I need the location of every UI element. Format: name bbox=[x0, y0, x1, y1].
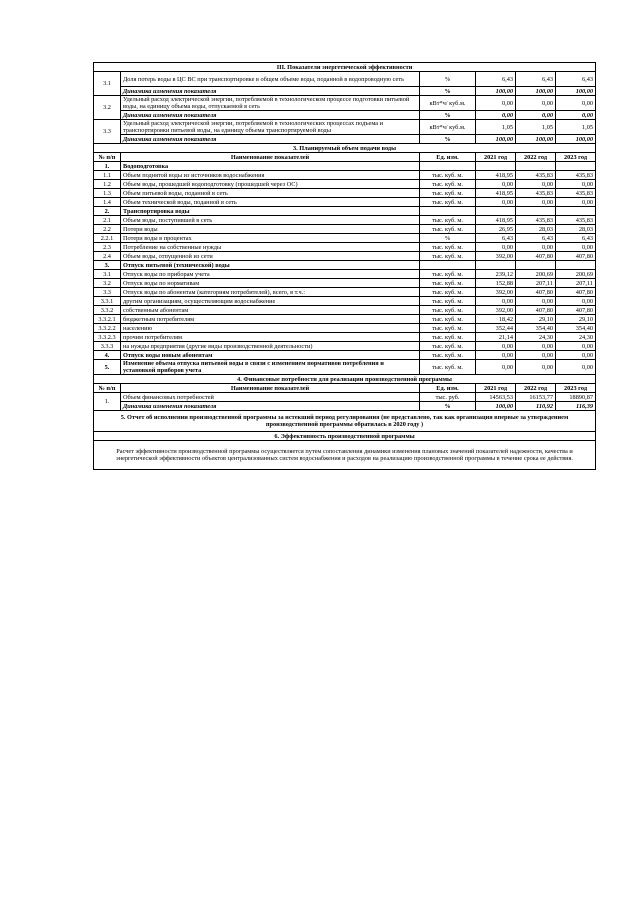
value-2023: 0,00 bbox=[556, 180, 596, 189]
report-title: 5. Отчет об исполнении производственной программы за истекший период регулирования (не представлено, так как организация впервые за утверждением производственной программы обратилась в 2020 году ) bbox=[94, 411, 596, 432]
row-name: собственным абонентам bbox=[121, 306, 420, 315]
value-2021 bbox=[476, 261, 516, 270]
unit-cell: тыс. куб. м. bbox=[420, 279, 476, 288]
value-2022: 0,00 bbox=[516, 198, 556, 207]
value-2023: 24,30 bbox=[556, 333, 596, 342]
row-name: Объем питьевой воды, поданной в сеть bbox=[121, 189, 420, 198]
header-name: Наименование показателей bbox=[121, 153, 420, 162]
row-number: 1. bbox=[94, 162, 121, 171]
unit-cell: % bbox=[420, 234, 476, 243]
dynamics-row bbox=[94, 87, 596, 96]
row-number: 3.3 bbox=[94, 288, 121, 297]
table-row bbox=[94, 288, 596, 297]
row-name: Динамика изменения показателя bbox=[121, 87, 420, 96]
value-2021: 152,88 bbox=[476, 279, 516, 288]
value-2023 bbox=[556, 261, 596, 270]
row-number: 4. bbox=[94, 351, 121, 360]
value-2021 bbox=[476, 207, 516, 216]
value-2022 bbox=[516, 207, 556, 216]
supply-section-title-cell: 3. Планируемый объем подачи воды bbox=[94, 144, 596, 153]
table-row bbox=[94, 270, 596, 279]
row-name: Динамика изменения показателя bbox=[121, 135, 420, 144]
unit-cell: % bbox=[420, 87, 476, 96]
value-2022: 1,05 bbox=[516, 120, 556, 135]
unit-cell: тыс. куб. м. bbox=[420, 342, 476, 351]
value-2022: 28,03 bbox=[516, 225, 556, 234]
value-2023: 407,80 bbox=[556, 252, 596, 261]
value-2021: 239,12 bbox=[476, 270, 516, 279]
unit-cell: тыс. куб. м. bbox=[420, 360, 476, 375]
value-2021: 0,00 bbox=[476, 342, 516, 351]
value-2021: 0,00 bbox=[476, 297, 516, 306]
value-2022: 435,83 bbox=[516, 189, 556, 198]
table-row bbox=[94, 96, 596, 111]
value-2023: 0,00 bbox=[556, 351, 596, 360]
value-2022: 0,00 bbox=[516, 342, 556, 351]
value-2022: 16153,77 bbox=[516, 393, 556, 402]
value-2021: 0,00 bbox=[476, 111, 516, 120]
value-2023: 407,80 bbox=[556, 288, 596, 297]
header-y1: 2021 год bbox=[476, 384, 516, 393]
value-2022: 0,00 bbox=[516, 351, 556, 360]
row-number: 3.2 bbox=[94, 96, 121, 120]
unit-cell: тыс. куб. м. bbox=[420, 252, 476, 261]
row-number: 2.2.1 bbox=[94, 234, 121, 243]
row-number: 3.3.3 bbox=[94, 342, 121, 351]
table-row bbox=[94, 120, 596, 135]
row-name: Транспортировка воды bbox=[121, 207, 420, 216]
table-row bbox=[94, 216, 596, 225]
finance-section-title bbox=[94, 375, 596, 384]
row-name: Отпуск воды по абонентам (категориям потребителей), всего, в т.ч.: bbox=[121, 288, 420, 297]
table-row bbox=[94, 72, 596, 87]
row-name: Динамика изменения показателя bbox=[121, 111, 420, 120]
unit-cell bbox=[420, 207, 476, 216]
value-2023: 18890,87 bbox=[556, 393, 596, 402]
row-name: Отпуск воды по нормативам bbox=[121, 279, 420, 288]
row-name: бюджетным потребителям bbox=[121, 315, 420, 324]
header-y1: 2021 год bbox=[476, 153, 516, 162]
row-name: Потери воды в процентах bbox=[121, 234, 420, 243]
unit-cell bbox=[420, 261, 476, 270]
value-2022: 354,40 bbox=[516, 324, 556, 333]
row-number: 1.2 bbox=[94, 180, 121, 189]
value-2023: 6,43 bbox=[556, 72, 596, 87]
row-number: 3.2 bbox=[94, 279, 121, 288]
row-name: Потребление на собственные нужды bbox=[121, 243, 420, 252]
row-name: Удельный расход электрической энергии, потребляемой в технологических процессах подъема и транспортировки питьевой воды, на единицу объема транспортируемой воды bbox=[121, 120, 420, 135]
table-row bbox=[94, 261, 596, 270]
value-2022: 435,83 bbox=[516, 171, 556, 180]
value-2022: 24,30 bbox=[516, 333, 556, 342]
table-row bbox=[94, 171, 596, 180]
row-name: Объем воды, прошедшей водоподготовку (прошедшей через ОС) bbox=[121, 180, 420, 189]
row-number: 2.2 bbox=[94, 225, 121, 234]
unit-cell: тыс. куб. м. bbox=[420, 324, 476, 333]
value-2023: 435,83 bbox=[556, 189, 596, 198]
table-row bbox=[94, 189, 596, 198]
value-2021: 418,95 bbox=[476, 216, 516, 225]
value-2023: 0,00 bbox=[556, 342, 596, 351]
value-2021: 418,95 bbox=[476, 189, 516, 198]
header-num: № п/п bbox=[94, 384, 121, 393]
table-row bbox=[94, 333, 596, 342]
unit-cell: кВт*ч/ куб.м. bbox=[420, 96, 476, 111]
unit-cell: % bbox=[420, 111, 476, 120]
table-row bbox=[94, 225, 596, 234]
table-row bbox=[94, 315, 596, 324]
value-2022: 0,00 bbox=[516, 96, 556, 111]
value-2022: 100,00 bbox=[516, 135, 556, 144]
value-2023: 435,83 bbox=[556, 216, 596, 225]
row-number: 2.4 bbox=[94, 252, 121, 261]
header-y3: 2023 год bbox=[556, 153, 596, 162]
table-row bbox=[94, 279, 596, 288]
table-row bbox=[94, 243, 596, 252]
value-2022: 0,00 bbox=[516, 360, 556, 375]
energy-section-title-cell: III. Показатели энергетической эффективности bbox=[94, 63, 596, 72]
row-name: на нужды предприятия (другие виды производственной деятельности) bbox=[121, 342, 420, 351]
value-2023: 1,05 bbox=[556, 120, 596, 135]
header-y2: 2022 год bbox=[516, 384, 556, 393]
value-2022: 200,69 bbox=[516, 270, 556, 279]
table-row bbox=[94, 324, 596, 333]
value-2023: 0,00 bbox=[556, 96, 596, 111]
efficiency-text: Расчет эффективности производственной программы осуществляется путем сопоставления динамики изменения плановых значений показателей надежности, качества и энергетической эффективности объектов централизованных систем водоснабжения и расходов на реализацию производственной программы в течение срока ее действия. bbox=[94, 441, 596, 470]
header-y2: 2022 год bbox=[516, 153, 556, 162]
supply-section-title bbox=[94, 144, 596, 153]
unit-cell: % bbox=[420, 402, 476, 411]
table-row bbox=[94, 342, 596, 351]
value-2022: 29,10 bbox=[516, 315, 556, 324]
value-2022: 0,00 bbox=[516, 243, 556, 252]
row-number: 3.3.2.3 bbox=[94, 333, 121, 342]
row-name: населению bbox=[121, 324, 420, 333]
unit-cell: тыс. куб. м. bbox=[420, 243, 476, 252]
value-2022: 0,00 bbox=[516, 297, 556, 306]
row-number: 1.4 bbox=[94, 198, 121, 207]
row-name: Отпуск воды новым абонентам bbox=[121, 351, 420, 360]
header-unit: Ед. изм. bbox=[420, 384, 476, 393]
table-row bbox=[94, 234, 596, 243]
unit-cell: % bbox=[420, 72, 476, 87]
header-y3: 2023 год bbox=[556, 384, 596, 393]
value-2023: 0,00 bbox=[556, 360, 596, 375]
value-2021: 0,00 bbox=[476, 360, 516, 375]
value-2023: 407,80 bbox=[556, 306, 596, 315]
value-2021: 1,05 bbox=[476, 120, 516, 135]
efficiency-section-title bbox=[94, 432, 596, 441]
row-name: Водоподготовка bbox=[121, 162, 420, 171]
row-number: 3.1 bbox=[94, 270, 121, 279]
value-2021: 392,00 bbox=[476, 306, 516, 315]
header-num: № п/п bbox=[94, 153, 121, 162]
value-2023: 207,11 bbox=[556, 279, 596, 288]
value-2022: 435,83 bbox=[516, 216, 556, 225]
value-2021: 26,95 bbox=[476, 225, 516, 234]
value-2021: 0,00 bbox=[476, 243, 516, 252]
unit-cell: тыс. куб. м. bbox=[420, 216, 476, 225]
unit-cell: тыс. куб. м. bbox=[420, 198, 476, 207]
efficiency-text-row bbox=[94, 441, 596, 470]
row-name: Объем воды, поступившей в сеть bbox=[121, 216, 420, 225]
table-body bbox=[94, 63, 596, 470]
row-name: Удельный расход электрической энергии, потребляемой в технологическом процессе подготовки питьевой воды, на единицу объема воды, отпускаемой в сеть bbox=[121, 96, 420, 111]
value-2021: 100,00 bbox=[476, 135, 516, 144]
table-row bbox=[94, 162, 596, 171]
unit-cell: тыс. куб. м. bbox=[420, 306, 476, 315]
value-2022: 100,00 bbox=[516, 87, 556, 96]
row-number: 2. bbox=[94, 207, 121, 216]
row-number: 1.1 bbox=[94, 171, 121, 180]
row-number: 3. bbox=[94, 261, 121, 270]
value-2021 bbox=[476, 162, 516, 171]
row-name: Отпуск питьевой (технической) воды bbox=[121, 261, 420, 270]
row-number: 3.3.2.2 bbox=[94, 324, 121, 333]
table-header-row bbox=[94, 384, 596, 393]
value-2023: 200,69 bbox=[556, 270, 596, 279]
table-row bbox=[94, 393, 596, 402]
value-2021: 0,00 bbox=[476, 351, 516, 360]
row-name: Изменение объема отпуска питьевой воды в связи с изменением нормативов потребления и установкой приборов учета bbox=[121, 360, 420, 375]
table-header-row bbox=[94, 153, 596, 162]
value-2023: 0,00 bbox=[556, 198, 596, 207]
dynamics-row bbox=[94, 111, 596, 120]
unit-cell: тыс. куб. м. bbox=[420, 189, 476, 198]
value-2023: 0,00 bbox=[556, 111, 596, 120]
row-number: 2.3 bbox=[94, 243, 121, 252]
value-2023: 0,00 bbox=[556, 297, 596, 306]
row-number: 3.3.2 bbox=[94, 306, 121, 315]
finance-section-title-cell: 4. Финансовые потребности для реализации производственной программы bbox=[94, 375, 596, 384]
unit-cell: тыс. куб. м. bbox=[420, 171, 476, 180]
row-name: Динамика изменения показателя bbox=[121, 402, 420, 411]
row-name: Потери воды bbox=[121, 225, 420, 234]
unit-cell bbox=[420, 162, 476, 171]
row-name: другим организациям, осуществляющим водоснабжение bbox=[121, 297, 420, 306]
unit-cell: тыс. куб. м. bbox=[420, 297, 476, 306]
value-2021: 100,00 bbox=[476, 87, 516, 96]
row-number: 5. bbox=[94, 360, 121, 375]
value-2021: 0,00 bbox=[476, 198, 516, 207]
efficiency-section-title-cell: 6. Эффективность производственной программы bbox=[94, 432, 596, 441]
header-name: Наименование показателей bbox=[121, 384, 420, 393]
row-number: 1.3 bbox=[94, 189, 121, 198]
row-name: Объем воды, отпущенной из сети bbox=[121, 252, 420, 261]
row-name: Отпуск воды по приборам учета bbox=[121, 270, 420, 279]
main-table bbox=[93, 62, 596, 470]
value-2022: 407,80 bbox=[516, 288, 556, 297]
value-2023: 6,43 bbox=[556, 234, 596, 243]
unit-cell: тыс. куб. м. bbox=[420, 333, 476, 342]
row-name: Объем финансовых потребностей bbox=[121, 393, 420, 402]
unit-cell: тыс. куб. м. bbox=[420, 288, 476, 297]
value-2023: 116,39 bbox=[556, 402, 596, 411]
row-name: Доля потерь воды в ЦС ВС при транспортировке в общем объеме воды, поданной в водопроводную сеть bbox=[121, 72, 420, 87]
value-2021: 21,14 bbox=[476, 333, 516, 342]
header-unit: Ед. изм. bbox=[420, 153, 476, 162]
unit-cell: тыс. куб. м. bbox=[420, 351, 476, 360]
value-2022: 6,43 bbox=[516, 72, 556, 87]
unit-cell: тыс. куб. м. bbox=[420, 225, 476, 234]
value-2021: 0,00 bbox=[476, 180, 516, 189]
unit-cell: тыс. куб. м. bbox=[420, 315, 476, 324]
value-2021: 6,43 bbox=[476, 234, 516, 243]
value-2023 bbox=[556, 162, 596, 171]
row-name: Объем технической воды, поданной в сеть bbox=[121, 198, 420, 207]
value-2022: 207,11 bbox=[516, 279, 556, 288]
value-2021: 6,43 bbox=[476, 72, 516, 87]
value-2023: 100,00 bbox=[556, 135, 596, 144]
table-row bbox=[94, 180, 596, 189]
energy-section-title bbox=[94, 63, 596, 72]
unit-cell: тыс. куб. м. bbox=[420, 180, 476, 189]
value-2023: 0,00 bbox=[556, 243, 596, 252]
value-2022: 407,80 bbox=[516, 306, 556, 315]
row-name: прочим потребителям bbox=[121, 333, 420, 342]
row-number: 3.3 bbox=[94, 120, 121, 144]
value-2021: 14563,53 bbox=[476, 393, 516, 402]
table-row bbox=[94, 306, 596, 315]
dynamics-row bbox=[94, 402, 596, 411]
value-2023: 29,10 bbox=[556, 315, 596, 324]
row-number: 3.3.2.1 bbox=[94, 315, 121, 324]
unit-cell: % bbox=[420, 135, 476, 144]
unit-cell: кВт*ч/ куб.м. bbox=[420, 120, 476, 135]
unit-cell: тыс. руб. bbox=[420, 393, 476, 402]
value-2021: 392,00 bbox=[476, 252, 516, 261]
table-row bbox=[94, 198, 596, 207]
value-2022: 407,80 bbox=[516, 252, 556, 261]
value-2021: 18,42 bbox=[476, 315, 516, 324]
table-row bbox=[94, 252, 596, 261]
value-2021: 0,00 bbox=[476, 96, 516, 111]
value-2022: 0,00 bbox=[516, 180, 556, 189]
row-number: 3.1 bbox=[94, 72, 121, 96]
table-row bbox=[94, 297, 596, 306]
row-number: 3.3.1 bbox=[94, 297, 121, 306]
table-row bbox=[94, 360, 596, 375]
document bbox=[93, 62, 595, 470]
value-2021: 352,44 bbox=[476, 324, 516, 333]
row-number: 2.1 bbox=[94, 216, 121, 225]
value-2022 bbox=[516, 261, 556, 270]
value-2023: 354,40 bbox=[556, 324, 596, 333]
value-2023: 100,00 bbox=[556, 87, 596, 96]
value-2022: 6,43 bbox=[516, 234, 556, 243]
row-number: 1. bbox=[94, 393, 121, 411]
value-2022: 110,92 bbox=[516, 402, 556, 411]
table-row bbox=[94, 351, 596, 360]
value-2021: 100,00 bbox=[476, 402, 516, 411]
value-2022: 0,00 bbox=[516, 111, 556, 120]
value-2021: 418,95 bbox=[476, 171, 516, 180]
value-2022 bbox=[516, 162, 556, 171]
row-name: Объем поднятой воды из источников водоснабжения bbox=[121, 171, 420, 180]
unit-cell: тыс. куб. м. bbox=[420, 270, 476, 279]
value-2023: 435,83 bbox=[556, 171, 596, 180]
value-2023: 28,03 bbox=[556, 225, 596, 234]
report-section-row bbox=[94, 411, 596, 432]
value-2021: 392,00 bbox=[476, 288, 516, 297]
dynamics-row bbox=[94, 135, 596, 144]
value-2023 bbox=[556, 207, 596, 216]
table-row bbox=[94, 207, 596, 216]
